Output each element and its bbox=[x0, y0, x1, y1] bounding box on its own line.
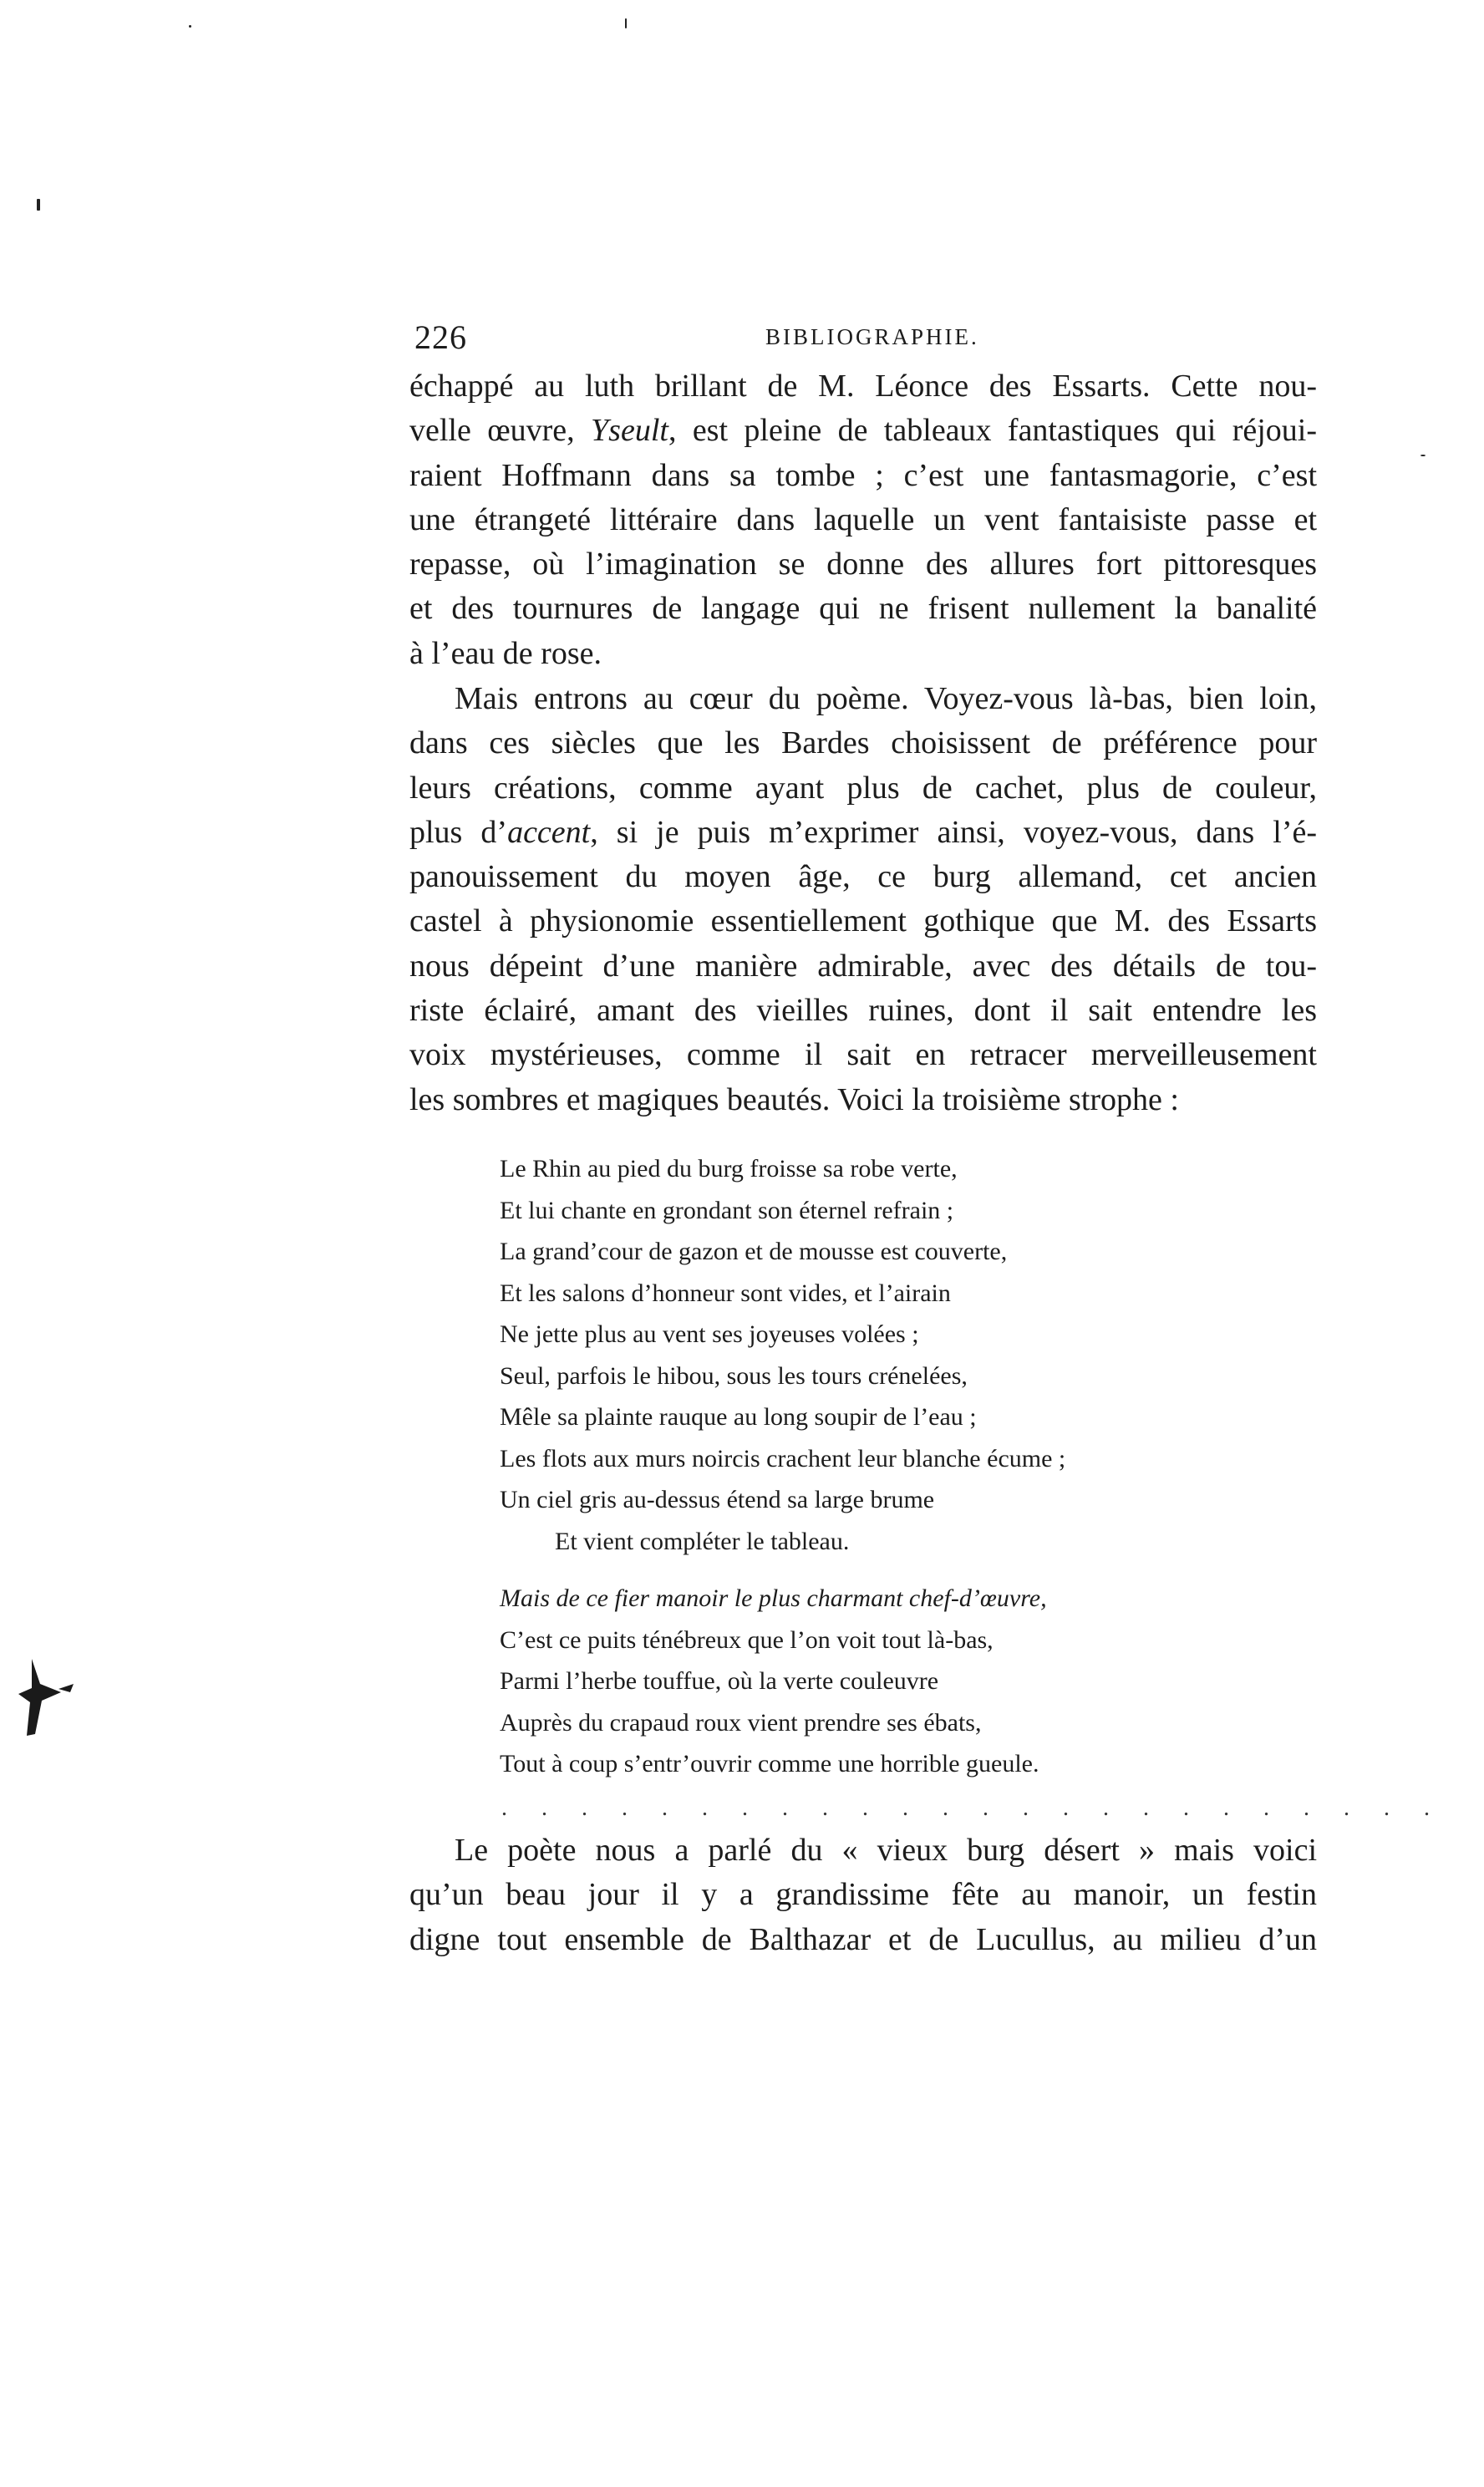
text-line: panouissement du moyen âge, ce burg allemand, cet ancien bbox=[409, 859, 1317, 895]
scan-speck bbox=[189, 25, 191, 28]
text-line: les sombres et magiques beautés. Voici la troisième strophe : bbox=[409, 1081, 1179, 1117]
text-line: une étrangeté littéraire dans laquelle un vent fantaisiste passe et bbox=[409, 501, 1317, 537]
poem-stanza-2 bbox=[500, 1578, 1252, 1785]
text-line: leurs créations, comme ayant plus de cachet, plus de couleur, bbox=[409, 770, 1317, 806]
ink-blot-mark bbox=[15, 1642, 90, 1751]
verse-line: Un ciel gris au-dessus étend sa large brume bbox=[500, 1486, 935, 1513]
italic-title: Yseult bbox=[591, 413, 668, 449]
page-number: 226 bbox=[414, 318, 467, 356]
verse-line: Le Rhin au pied du burg froisse sa robe verte, bbox=[500, 1155, 958, 1182]
text-line: voix mystérieuses, comme il sait en retracer merveilleusement bbox=[409, 1037, 1317, 1073]
verse-line: Mêle sa plainte rauque au long soupir de l’eau ; bbox=[500, 1403, 977, 1431]
verse-line: Les flots aux murs noircis crachent leur blanche écume ; bbox=[500, 1444, 1066, 1472]
verse-line: Et lui chante en grondant son éternel refrain ; bbox=[500, 1196, 954, 1224]
text-line: Le poète nous a parlé du « vieux burg désert » mais voici bbox=[455, 1833, 1317, 1868]
text-line: Mais entrons au cœur du poème. Voyez-vous là-bas, bien loin, bbox=[455, 681, 1317, 716]
verse-line: Ne jette plus au vent ses joyeuses volées ; bbox=[500, 1320, 919, 1348]
poem-stanza-1 bbox=[500, 1148, 1252, 1562]
verse-line: La grand’cour de gazon et de mousse est couverte, bbox=[500, 1238, 1008, 1265]
verse-line: Seul, parfois le hibou, sous les tours crénelées, bbox=[500, 1361, 968, 1390]
text-line-with-italic: plus d’accent, si je puis m’exprimer ainsi, voyez-vous, dans l’é- bbox=[409, 814, 1317, 850]
text-line: riste éclairé, amant des vieilles ruines, dont il sait entendre les bbox=[409, 993, 1317, 1029]
text-line-with-italic: velle œuvre, Yseult, est pleine de tableaux fantastiques qui réjoui- bbox=[409, 413, 1317, 449]
text-line: qu’un beau jour il y a grandissime fête au manoir, un festin bbox=[409, 1877, 1317, 1913]
verse-line: Et vient compléter le tableau. bbox=[555, 1527, 850, 1555]
verse-line: Parmi l’herbe touffue, où la verte couleuvre bbox=[500, 1667, 939, 1695]
italic-word: accent bbox=[507, 814, 591, 850]
text-line: digne tout ensemble de Balthazar et de Lucullus, au milieu d’un bbox=[409, 1921, 1317, 1957]
verse-line: Auprès du crapaud roux vient prendre ses ébats, bbox=[500, 1708, 982, 1737]
scan-speck bbox=[37, 199, 40, 211]
running-head: BIBLIOGRAPHIE. bbox=[765, 324, 979, 349]
text-line: nous dépeint d’une manière admirable, avec des détails de tou- bbox=[409, 948, 1317, 984]
verse-line: Et les salons d’honneur sont vides, et l’airain bbox=[500, 1279, 951, 1307]
text-line: dans ces siècles que les Bardes choisissent de préférence pour bbox=[409, 725, 1317, 761]
text-line: repasse, où l’imagination se donne des allures fort pittoresques bbox=[409, 547, 1317, 582]
scan-speck bbox=[625, 18, 627, 28]
verse-line: C’est ce puits ténébreux que l’on voit tout là-bas, bbox=[500, 1625, 994, 1654]
text-line: échappé au luth brillant de M. Léonce des Essarts. Cette nou- bbox=[409, 369, 1317, 404]
verse-line-italic bbox=[500, 1578, 1252, 1620]
paragraph-3 bbox=[409, 1828, 1317, 1962]
verse-line: Tout à coup s’entr’ouvrir comme une horrible gueule. bbox=[500, 1750, 1039, 1778]
page-header bbox=[414, 318, 1314, 359]
text-line: et des tournures de langage qui ne frisent nullement la banalité bbox=[409, 591, 1317, 627]
omission-dots: . . . . . . . . . . . . . . . . . . . . . . . . bbox=[501, 1795, 1444, 1821]
text-line: raient Hoffmann dans sa tombe ; c’est une fantasmagorie, c’est bbox=[409, 457, 1317, 493]
verse-line-text: Mais de ce fier manoir le plus charmant chef-d’œuvre, bbox=[500, 1584, 1047, 1612]
paragraph-2 bbox=[409, 677, 1317, 1122]
paragraph-1 bbox=[409, 364, 1317, 676]
text-line: castel à physionomie essentiellement gothique que M. des Essarts bbox=[409, 903, 1317, 939]
scan-speck bbox=[1420, 455, 1426, 456]
text-line: à l’eau de rose. bbox=[409, 635, 602, 671]
